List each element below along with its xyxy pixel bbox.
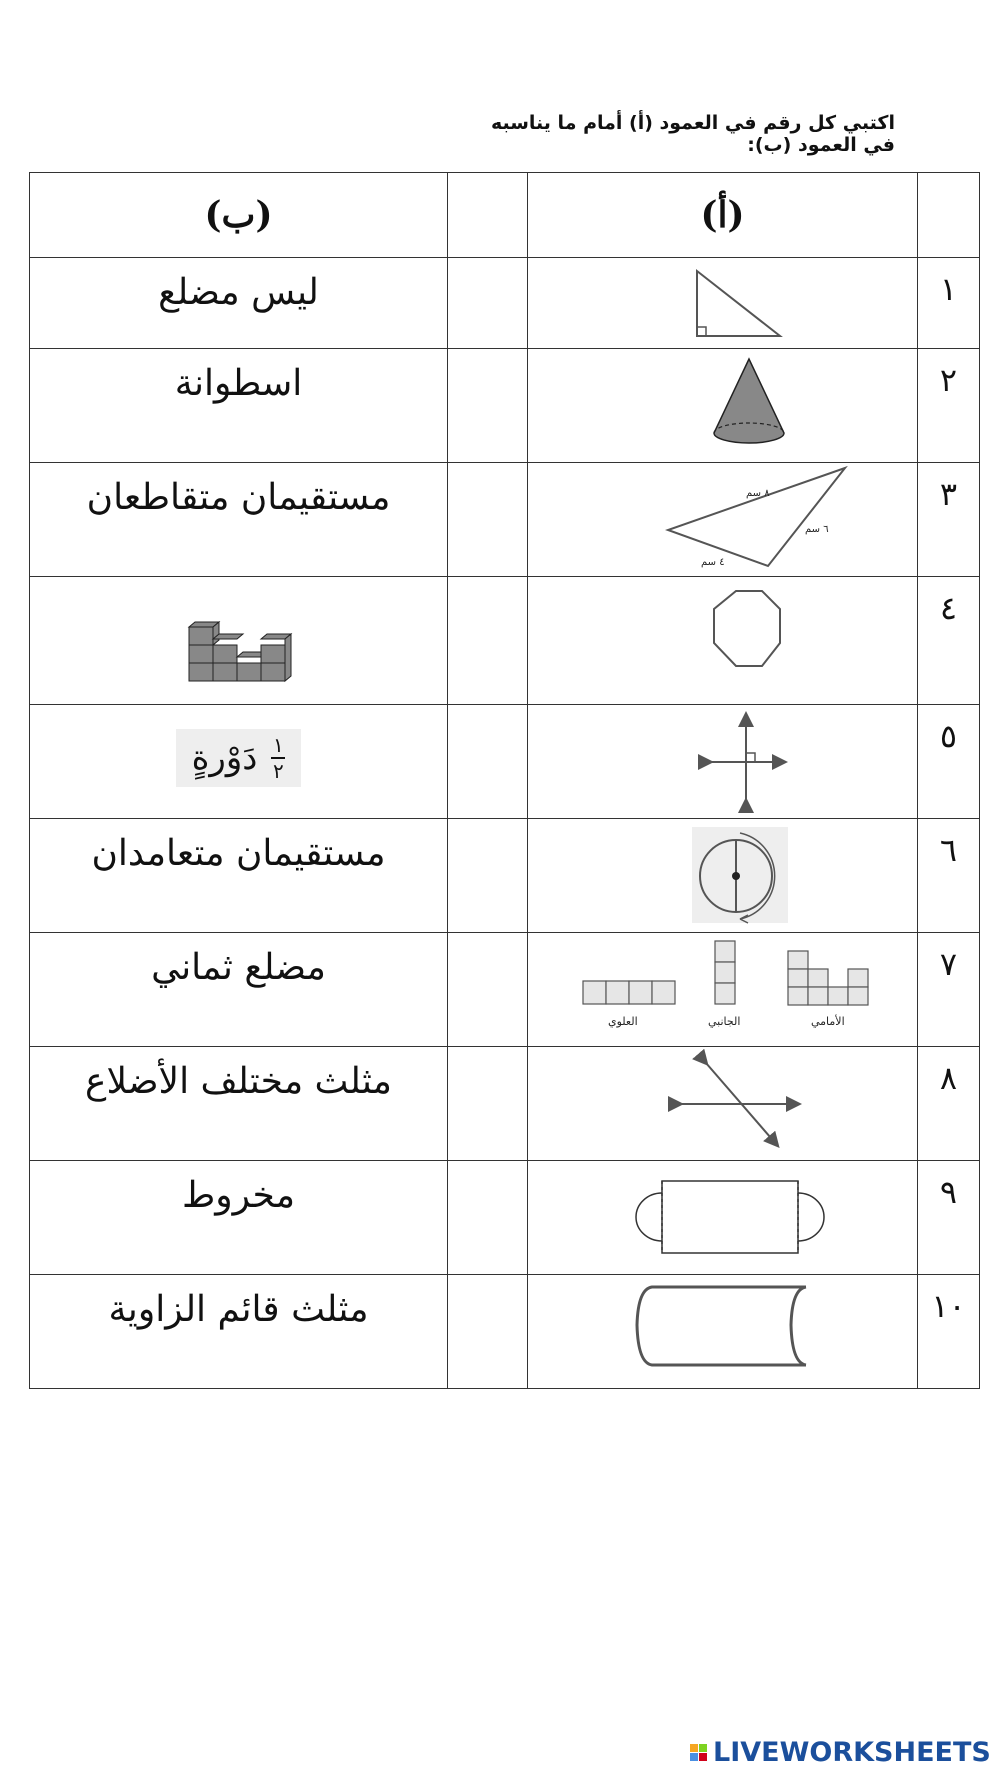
column-a-header: (أ)	[528, 173, 918, 258]
answer-input-cell[interactable]	[448, 349, 528, 463]
answer-input-cell[interactable]	[448, 577, 528, 705]
answer-input-cell[interactable]	[448, 705, 528, 819]
item-number: ٦	[918, 819, 980, 933]
item-number: ٣	[918, 463, 980, 577]
shape-octagon	[528, 577, 918, 705]
table-row	[30, 933, 980, 1047]
liveworksheets-logo	[690, 1736, 990, 1768]
answer-column-header	[448, 173, 528, 258]
table-row	[30, 705, 980, 819]
item-number: ٥	[918, 705, 980, 819]
item-number: ٨	[918, 1047, 980, 1161]
item-number: ٧	[918, 933, 980, 1047]
item-b-cube-structure	[30, 577, 448, 705]
item-b-half-turn	[30, 705, 448, 819]
view-label-side: الجانبي	[708, 1015, 741, 1028]
turn-word: دَوْرةٍ	[191, 738, 258, 778]
shape-right-triangle	[528, 258, 918, 349]
triangle-side-label: ٦ سم	[805, 524, 829, 535]
item-number: ١	[918, 258, 980, 349]
item-b-text: اسطوانة	[30, 349, 448, 463]
answer-input-cell[interactable]	[448, 258, 528, 349]
answer-input-cell[interactable]	[448, 463, 528, 577]
logo-blocks-icon	[690, 1744, 707, 1761]
table-row	[30, 1161, 980, 1275]
table-row	[30, 819, 980, 933]
shape-cone	[528, 349, 918, 463]
answer-input-cell[interactable]	[448, 1275, 528, 1389]
matching-table	[29, 172, 980, 1389]
item-b-text: ليس مضلع	[30, 258, 448, 349]
column-b-header: (ب)	[30, 173, 448, 258]
shape-perpendicular-lines	[528, 705, 918, 819]
fraction-half: $\frac{١}{٢}$	[273, 733, 284, 783]
item-number: ٤	[918, 577, 980, 705]
answer-input-cell[interactable]	[448, 1047, 528, 1161]
table-row	[30, 1047, 980, 1161]
table-header-row	[30, 173, 980, 258]
item-b-text: مستقيمان متقاطعان	[30, 463, 448, 577]
item-b-text: مضلع ثماني	[30, 933, 448, 1047]
half-turn-label	[176, 729, 302, 787]
item-number: ١٠	[918, 1275, 980, 1389]
table-row	[30, 349, 980, 463]
shape-curved-surface	[528, 1275, 918, 1389]
shape-intersecting-lines	[528, 1047, 918, 1161]
answer-input-cell[interactable]	[448, 933, 528, 1047]
shape-scalene-triangle	[528, 463, 918, 577]
shape-cylinder-net	[528, 1161, 918, 1275]
table-row	[30, 463, 980, 577]
triangle-side-label: ٤ سم	[701, 557, 725, 568]
shape-rotation-circle	[528, 819, 918, 933]
view-label-top: العلوي	[608, 1015, 638, 1028]
table-row	[30, 577, 980, 705]
item-b-text: مثلث مختلف الأضلاع	[30, 1047, 448, 1161]
answer-input-cell[interactable]	[448, 1161, 528, 1275]
table-row	[30, 1275, 980, 1389]
brand-text: LIVEWORKSHEETS	[713, 1736, 991, 1768]
table-row	[30, 258, 980, 349]
triangle-side-label: ٨ سم	[746, 488, 770, 499]
item-number: ٩	[918, 1161, 980, 1275]
item-b-text: مثلث قائم الزاوية	[30, 1275, 448, 1389]
view-label-front: الأمامي	[811, 1015, 845, 1028]
instruction-text: اكتبي كل رقم في العمود (أ) أمام ما يناسبه في العمود (ب):	[490, 112, 895, 156]
shape-three-views	[528, 933, 918, 1047]
item-b-text: مستقيمان متعامدان	[30, 819, 448, 933]
answer-input-cell[interactable]	[448, 819, 528, 933]
item-b-text: مخروط	[30, 1161, 448, 1275]
number-column-header	[918, 173, 980, 258]
item-number: ٢	[918, 349, 980, 463]
